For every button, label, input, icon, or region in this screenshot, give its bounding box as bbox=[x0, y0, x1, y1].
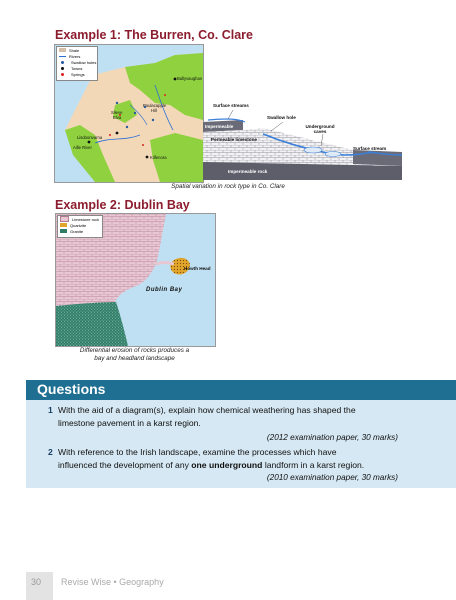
question-2-line2-end: landform in a karst region. bbox=[262, 460, 365, 470]
legend-quartzite: Quartzite bbox=[58, 222, 102, 228]
question-2-ref: (2010 examination paper, 30 marks) bbox=[266, 473, 398, 482]
legend-springs: Springs bbox=[57, 71, 97, 77]
question-2-line2-start: influenced the development of any bbox=[58, 460, 192, 470]
label-permeable-limestone: Permeable limestone bbox=[211, 137, 257, 142]
page-number: 30 bbox=[31, 577, 42, 587]
label-lisdoonvarna: Lisdoonvarna bbox=[77, 135, 103, 140]
questions-title: Questions bbox=[37, 381, 106, 397]
label-howth-head: Howth Head bbox=[184, 266, 211, 271]
label-slieve: Slieve bbox=[111, 110, 123, 115]
label-surface-stream: Surface stream bbox=[353, 146, 387, 151]
label-underground-caves: Underground caves bbox=[305, 124, 335, 134]
label-impermeable-rock: Impermeable rock bbox=[228, 169, 268, 174]
label-kilfenora: Kilfenora bbox=[150, 155, 167, 160]
burren-map bbox=[54, 44, 204, 183]
legend-granite: Granite bbox=[58, 228, 102, 234]
legend-rivers: Rivers bbox=[57, 53, 97, 59]
label-ballyvaughan: Ballyvaughan bbox=[177, 76, 203, 81]
footer-page-box bbox=[26, 572, 53, 600]
label-swallow-hole: Swallow hole bbox=[267, 115, 296, 120]
example2-caption-line1: Differential erosion of rocks produces a bbox=[79, 347, 190, 354]
label-poulacapple: Poulacapple bbox=[143, 103, 167, 108]
questions-bar bbox=[26, 380, 456, 400]
question-1-ref: (2012 examination paper, 30 marks) bbox=[266, 433, 398, 442]
legend-towns: Towns bbox=[57, 65, 97, 71]
questions-panel bbox=[26, 400, 456, 488]
legend-limestone: Limestone rock bbox=[58, 216, 102, 222]
dublin-legend bbox=[57, 215, 103, 238]
question-1-line1: With the aid of a diagram(s), explain how chemical weathering has shaped the bbox=[58, 405, 356, 415]
footer-book-title: Revise Wise • Geography bbox=[61, 577, 164, 587]
legend-shale: Shale bbox=[57, 47, 97, 53]
question-1-number: 1 bbox=[48, 405, 53, 415]
question-1-line2: limestone pavement in a karst region. bbox=[58, 418, 201, 428]
question-2-number: 2 bbox=[48, 447, 53, 457]
label-aille-river: Aille River bbox=[73, 145, 92, 150]
question-2-line2 bbox=[58, 459, 364, 472]
label-dublin-bay: Dublin Bay bbox=[146, 287, 183, 293]
label-impermeable: Impermeable bbox=[205, 124, 234, 129]
question-2-line1: With reference to the Irish landscape, examine the processes which have bbox=[58, 447, 337, 457]
example2-caption-line2: bay and headland landscape bbox=[94, 355, 175, 362]
label-elva: Elva bbox=[113, 115, 122, 120]
example1-heading: Example 1: The Burren, Co. Clare bbox=[55, 28, 253, 42]
label-surface-streams: Surface streams bbox=[213, 103, 249, 108]
burren-legend bbox=[56, 46, 98, 81]
example2-heading: Example 2: Dublin Bay bbox=[55, 198, 190, 212]
legend-swallow-holes: Swallow holes bbox=[57, 59, 97, 65]
label-hill: Hill bbox=[151, 108, 157, 113]
burren-cross-section bbox=[203, 100, 402, 180]
question-2-line2-bold: one underground bbox=[191, 460, 263, 470]
dublin-bay-map bbox=[55, 213, 216, 347]
example1-caption: Spatial variation in rock type in Co. Clare bbox=[171, 183, 285, 190]
